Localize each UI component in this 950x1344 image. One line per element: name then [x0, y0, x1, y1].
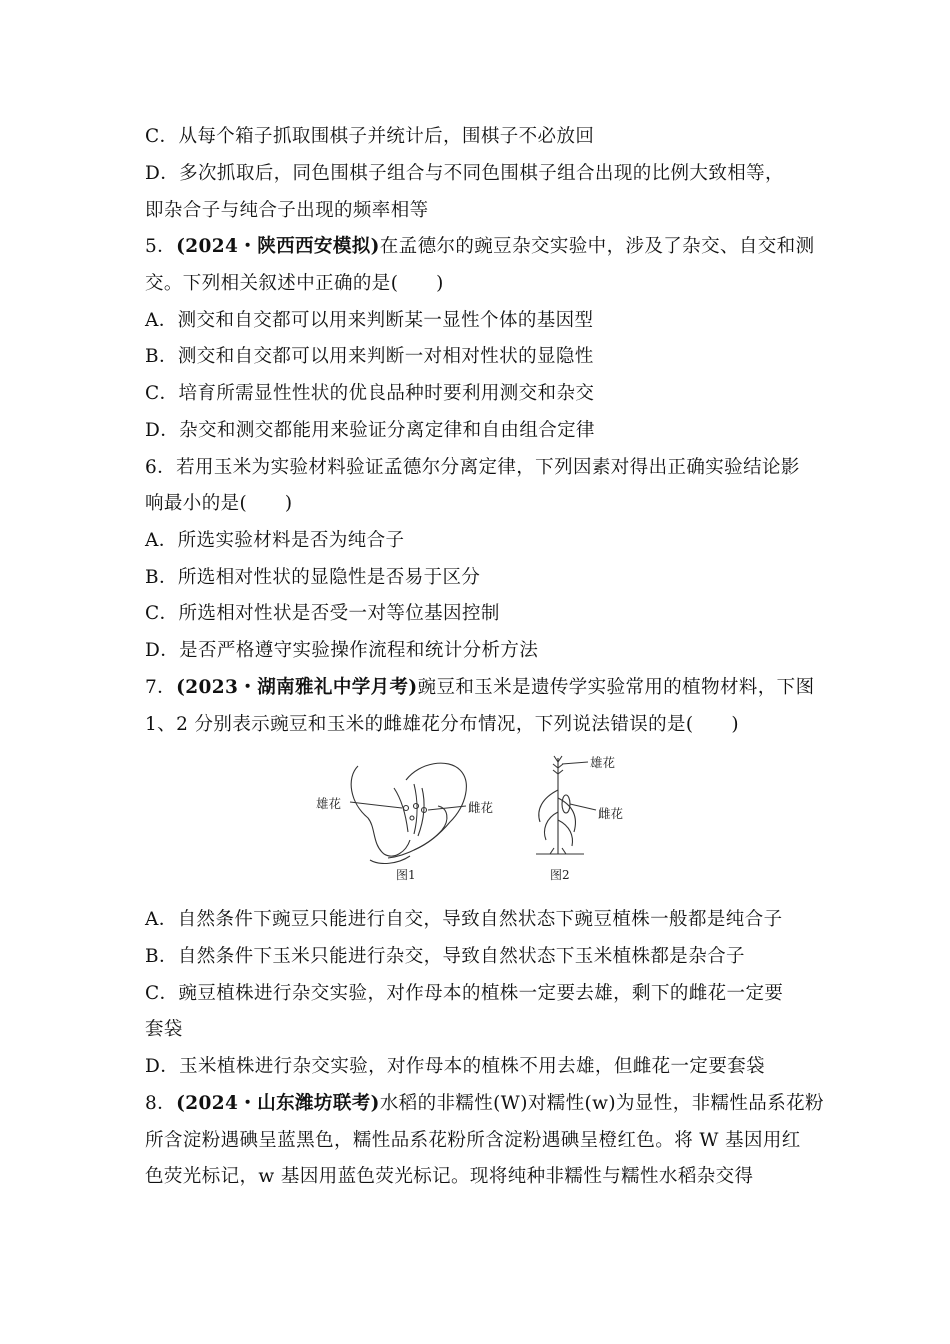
q5-number: 5．: [145, 236, 177, 257]
q7-figure: [310, 748, 650, 888]
q7-stem-text: 豌豆和玉米是遗传学实验常用的植物材料，下图: [417, 677, 815, 698]
q8-stem-text: 水稻的非糯性(W)对糯性(w)为显性，非糯性品系花粉: [379, 1093, 824, 1114]
fig2-male-label: 雄花: [590, 755, 616, 770]
fig1-female-label: 雌花: [468, 800, 494, 815]
q6-stem-line2: 响最小的是( ): [145, 493, 293, 514]
q7-number: 7．: [145, 677, 177, 698]
fig1-caption: 图1: [396, 868, 416, 882]
q8-source: (2024・山东潍坊联考): [176, 1093, 380, 1114]
q4-option-d-line2: 即杂合子与纯合子出现的频率相等: [145, 200, 429, 221]
q7-option-a: A．自然条件下豌豆只能进行自交，导致自然状态下豌豆植株一般都是纯合子: [145, 909, 783, 930]
fig2-caption: 图2: [550, 868, 570, 882]
q6-option-b: B．所选相对性状的显隐性是否易于区分: [145, 567, 481, 588]
q4-option-c: C．从每个箱子抓取围棋子并统计后，围棋子不必放回: [145, 126, 595, 147]
q7-stem-line1: [145, 674, 815, 702]
q4-option-d-line1: D．多次抓取后，同色围棋子组合与不同色围棋子组合出现的比例大致相等，: [145, 163, 784, 184]
fig2-female-label: 雌花: [598, 806, 624, 821]
q7-source: (2023・湖南雅礼中学月考): [176, 677, 418, 698]
q8-number: 8．: [145, 1093, 177, 1114]
q5-option-a: A．测交和自交都可以用来判断某一显性个体的基因型: [145, 310, 594, 331]
q5-stem-line2: 交。下列相关叙述中正确的是( ): [145, 273, 444, 294]
q5-option-c: C．培育所需显性性状的优良品种时要利用测交和杂交: [145, 383, 595, 404]
q5-stem-line1: [145, 233, 815, 261]
q5-stem-text: 在孟德尔的豌豆杂交实验中，涉及了杂交、自交和测: [379, 236, 815, 257]
fig1-male-label: 雄花: [316, 796, 342, 811]
q7-option-c-line1: C．豌豆植株进行杂交实验，对作母本的植株一定要去雄，剩下的雌花一定要: [145, 983, 784, 1004]
q6-option-a: A．所选实验材料是否为纯合子: [145, 530, 405, 551]
q7-option-b: B．自然条件下玉米只能进行杂交，导致自然状态下玉米植株都是杂合子: [145, 946, 745, 967]
q6-stem-line1: 6．若用玉米为实验材料验证孟德尔分离定律，下列因素对得出正确实验结论影: [145, 457, 800, 478]
q7-option-d: D．玉米植株进行杂交实验，对作母本的植株不用去雄，但雌花一定要套袋: [145, 1056, 766, 1077]
q6-option-c: C．所选相对性状是否受一对等位基因控制: [145, 603, 500, 624]
q6-option-d: D．是否严格遵守实验操作流程和统计分析方法: [145, 640, 539, 661]
q8-stem-line1: [145, 1090, 824, 1118]
q5-source: (2024・陕西西安模拟): [176, 236, 380, 257]
q5-option-b: B．测交和自交都可以用来判断一对相对性状的显隐性: [145, 346, 594, 367]
q5-option-d: D．杂交和测交都能用来验证分离定律和自由组合定律: [145, 420, 595, 441]
q8-stem-line2: 所含淀粉遇碘呈蓝黑色，糯性品系花粉所含淀粉遇碘呈橙红色。将 W 基因用红: [145, 1130, 801, 1151]
q7-stem-line2: 1、2 分别表示豌豆和玉米的雌雄花分布情况，下列说法错误的是( ): [145, 714, 739, 735]
q7-option-c-line2: 套袋: [145, 1019, 183, 1040]
q8-stem-line3: 色荧光标记，w 基因用蓝色荧光标记。现将纯种非糯性与糯性水稻杂交得: [145, 1166, 754, 1187]
